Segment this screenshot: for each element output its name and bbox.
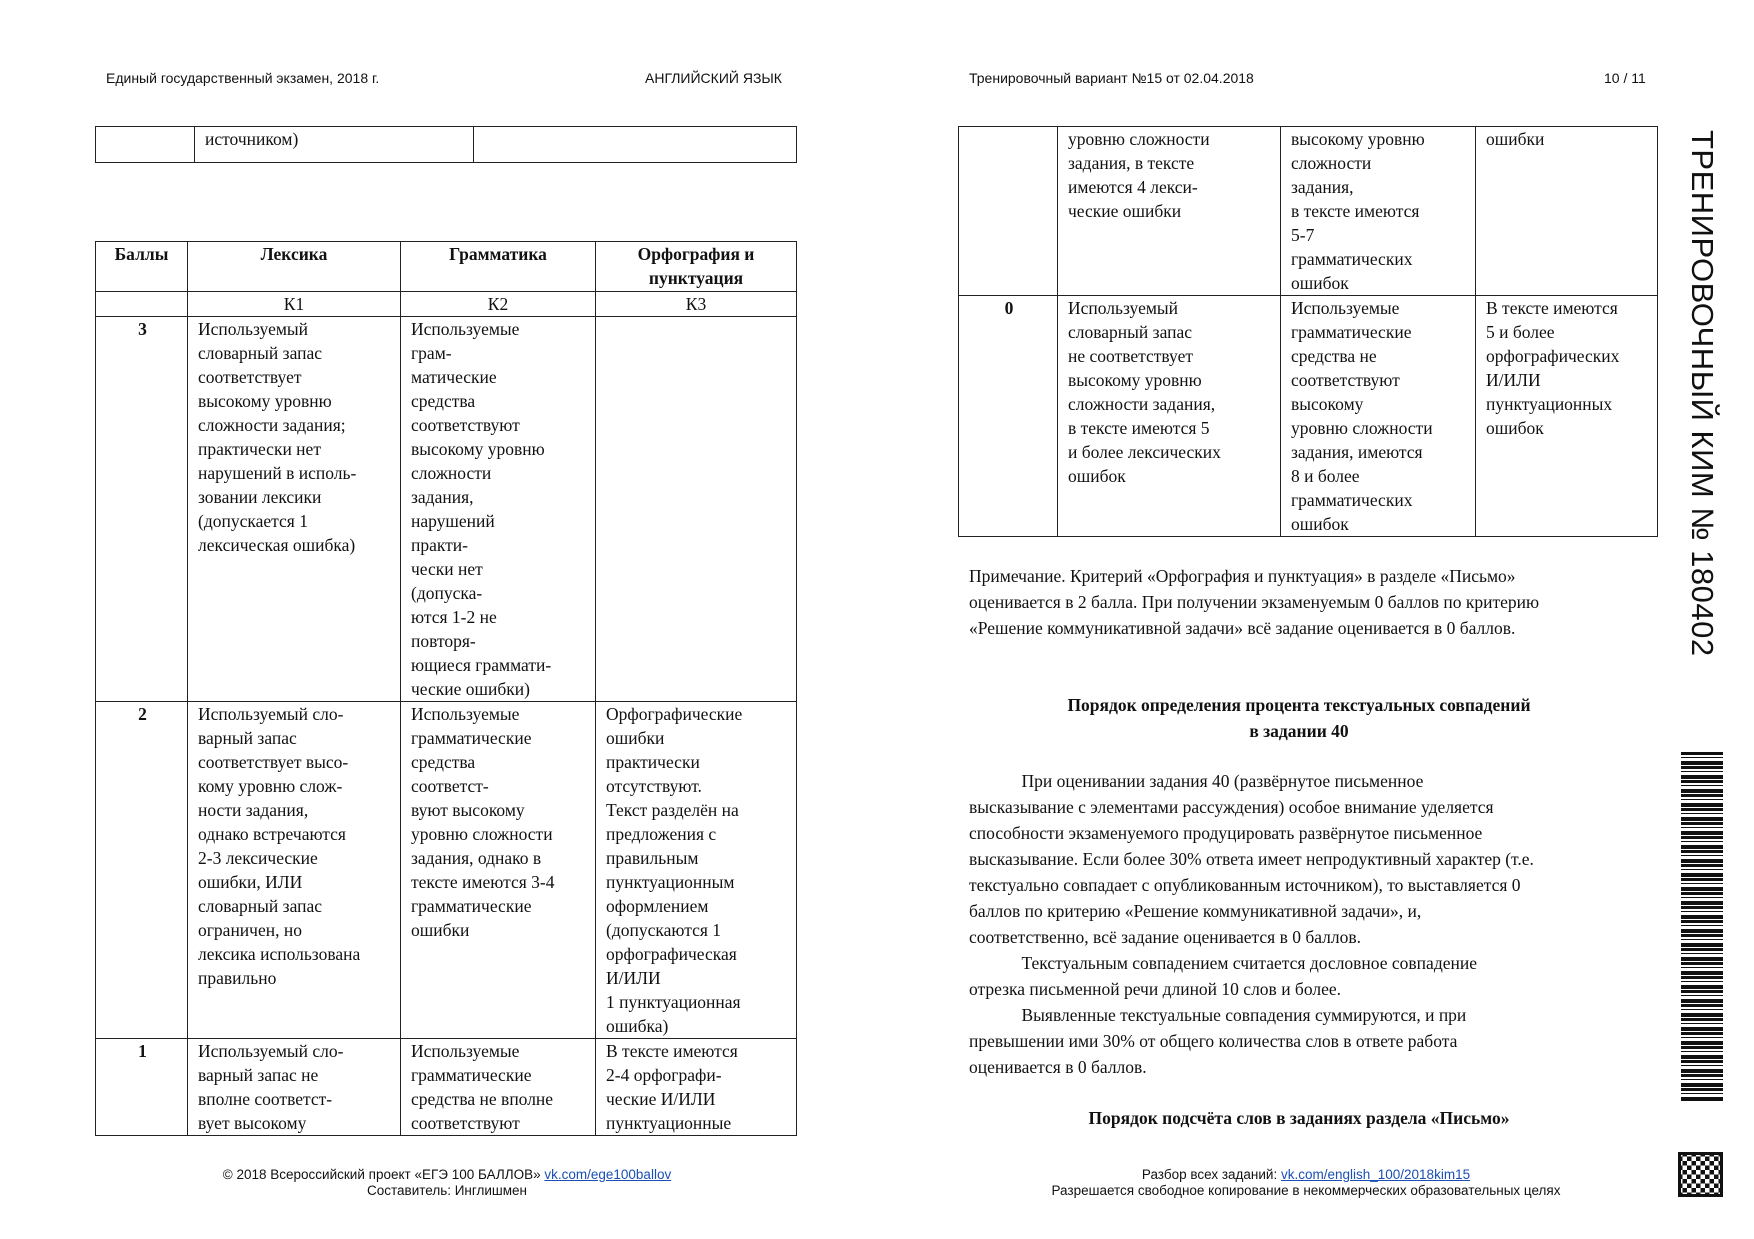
paragraph: При оценивании задания 40 (развёрнутое письменное высказывание с элементами рассуждения) особое внимание уделяется способности экзаменуемого продуцировать развёрнутое письменное высказывание. Если более 30% ответа имеет непродуктивный характер (т.е. текстуально совпадает с опубликованным источником), то выставляется 0 баллов по критерию «Решение коммуникативной задачи», и, соответственно, всё задание оценивается в 0 баллов. xyxy=(969,771,1534,947)
k3-cell: ошибки xyxy=(1476,127,1658,296)
footer-link[interactable]: vk.com/english_100/2018kim15 xyxy=(1280,1167,1471,1182)
qr-code-icon xyxy=(1678,1152,1723,1197)
score: 0 xyxy=(959,296,1058,537)
col-header: Орфография и пунктуация xyxy=(596,242,797,292)
k2-cell: высокому уровню сложности задания, в тексте имеются 5-7 грамматических ошибок xyxy=(1281,127,1476,296)
table-row xyxy=(96,1039,797,1136)
table-row xyxy=(96,317,797,702)
section-title: Порядок подсчёта слов в заданиях раздела «Письмо» xyxy=(1088,1108,1510,1128)
score: 3 xyxy=(96,317,188,702)
criteria-table xyxy=(95,241,797,1136)
header-exam: Единый государственный экзамен, 2018 г. xyxy=(106,70,380,86)
table-row xyxy=(959,296,1658,537)
k2-cell: Используемые грамматические средства соответст- вуют высокому уровню сложности задания, однако в тексте имеются 3-4 грамматические ошибки xyxy=(401,702,596,1039)
paragraph: Текстуальным совпадением считается дословное совпадение отрезка письменной речи длиной 10 слов и более. xyxy=(969,953,1477,999)
k3-cell: В тексте имеются 5 и более орфографических И/ИЛИ пунктуационных ошибок xyxy=(1476,296,1658,537)
k1-cell: Используемый сло- варный запас не вполне соответст- вует высокому xyxy=(188,1039,401,1136)
footer-right xyxy=(966,1167,1646,1199)
footer-copyright: © 2018 Всероссийский проект «ЕГЭ 100 БАЛЛОВ» xyxy=(222,1167,541,1182)
score: 1 xyxy=(96,1039,188,1136)
header-subject: АНГЛИЙСКИЙ ЯЗЫК xyxy=(645,70,782,86)
code-k1: К1 xyxy=(188,292,401,317)
col-header: Лексика xyxy=(188,242,401,292)
k1-cell: Используемый сло- варный запас соответствует высо- кому уровню слож- ности задания, однако встречаются 2-3 лексические ошибки, ИЛИ словарный запас ограничен, но лексика использована правильно xyxy=(188,702,401,1039)
k3-cell xyxy=(596,317,797,702)
k2-cell: Используемые грамматические средства не вполне соответствуют xyxy=(401,1039,596,1136)
score: 2 xyxy=(96,702,188,1039)
note: Примечание. Критерий «Орфография и пунктуация» в разделе «Письмо» оценивается в 2 балла. При получении экзаменуемым 0 баллов по критерию «Решение коммуникативной задачи» всё задание оценивается в 0 баллов. xyxy=(969,566,1540,638)
footer-left xyxy=(147,1167,747,1199)
side-label: ТРЕНИРОВОЧНЫЙ КИМ № 180402 xyxy=(1685,130,1720,657)
k2-cell: Используемые грам- матические средства соответствуют высокому уровню сложности задания, нарушений практи- чески нет (допуска- ются 1-2 не повторя- ющиеся граммати- ческие ошибки) xyxy=(401,317,596,702)
col-header: Баллы xyxy=(96,242,188,292)
table-row xyxy=(96,702,797,1039)
k3-cell: Орфографические ошибки практически отсутствуют. Текст разделён на предложения с правильным пунктуационным оформлением (допускаются 1 орфографическая И/ИЛИ 1 пунктуационная ошибка) xyxy=(596,702,797,1039)
body-text xyxy=(969,768,1669,1080)
top-table xyxy=(95,126,797,163)
table-row xyxy=(959,127,1658,296)
footer-author: Составитель: Инглишмен xyxy=(366,1183,528,1198)
code-k2: К2 xyxy=(401,292,596,317)
k1-cell: уровню сложности задания, в тексте имеются 4 лекси- ческие ошибки xyxy=(1058,127,1281,296)
footer-license: Разрешается свободное копирование в некоммерческих образовательных целях xyxy=(1051,1183,1561,1198)
col-header: Грамматика xyxy=(401,242,596,292)
page-number: 10 / 11 xyxy=(1604,70,1646,86)
table-cell: источником) xyxy=(195,127,474,163)
code-k3: К3 xyxy=(596,292,797,317)
criteria-table-continued xyxy=(958,126,1658,537)
barcode-icon xyxy=(1681,752,1723,1102)
k2-cell: Используемые грамматические средства не соответствуют высокому уровню сложности задания, имеются 8 и более грамматических ошибок xyxy=(1281,296,1476,537)
footer-label: Разбор всех заданий: xyxy=(1141,1167,1278,1182)
score xyxy=(959,127,1058,296)
k3-cell: В тексте имеются 2-4 орфографи- ческие И/ИЛИ пунктуационные xyxy=(596,1039,797,1136)
k1-cell: Используемый словарный запас соответствует высокому уровню сложности задания; практически нет нарушений в исполь- зовании лексики (допускается 1 лексическая ошибка) xyxy=(188,317,401,702)
header-variant: Тренировочный вариант №15 от 02.04.2018 xyxy=(969,70,1254,86)
section-title: Порядок определения процента текстуальных совпадений в задании 40 xyxy=(1067,695,1531,741)
paragraph: Выявленные текстуальные совпадения суммируются, и при превышении ими 30% от общего количества слов в ответе работа оценивается в 0 баллов. xyxy=(969,1005,1467,1077)
footer-link[interactable]: vk.com/ege100ballov xyxy=(544,1167,672,1182)
k1-cell: Используемый словарный запас не соответствует высокому уровню сложности задания, в тексте имеются 5 и более лексических ошибок xyxy=(1058,296,1281,537)
